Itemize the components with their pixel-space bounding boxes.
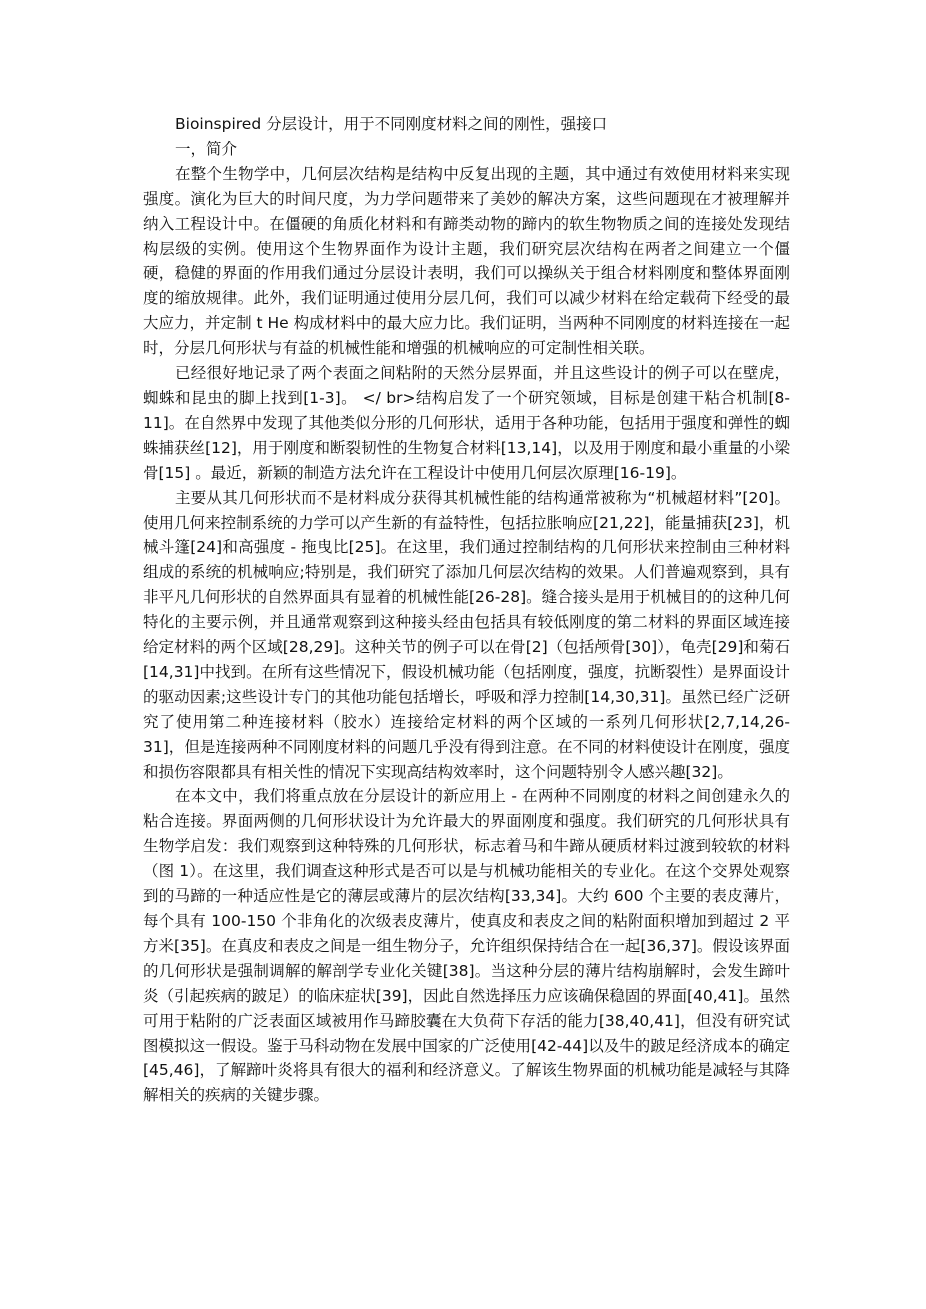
paragraph-4: 在本文中，我们将重点放在分层设计的新应用上 - 在两种不同刚度的材料之间创建永久的粘合连接。界面两侧的几何形状设计为允许最大的界面刚度和强度。我们研究的几何形状具有生物学启发：我们观察到这种特殊的几何形状，标志着马和牛蹄从硬质材料过渡到较软的材料（图 1）。在这里，我们调查这种形式是否可以是与机械功能相关的专业化。在这个交界处观察到的马蹄的一种适应性是它的薄层或薄片的层次结构[33,34]。大约 600 个主要的表皮薄片，每个具有 100-150 个非角化的次级表皮薄片，使真皮和表皮之间的粘附面积增加到超过 2 平方米[35]。在真皮和表皮之间是一组生物分子，允许组织保持结合在一起[36,37]。假设该界面的几何形状是强制调解的解剖学专业化关键[38]。当这种分层的薄片结构崩解时，会发生蹄叶炎（引起疾病的跛足）的临床症状[39]，因此自然选择压力应该确保稳固的界面[40,41]。虽然可用于粘附的广泛表面区域被用作马蹄胶囊在大负荷下存活的能力[38,40,41]，但没有研究试图模拟这一假设。鉴于马科动物在发展中国家的广泛使用[42-44]以及牛的跛足经济成本的确定[45,46]，了解蹄叶炎将具有很大的福利和经济意义。了解该生物界面的机械功能是减轻与其降解相关的疾病的关键步骤。	[143, 787, 790, 1105]
section-heading: 一，简介	[175, 139, 238, 158]
paragraph-3: 主要从其几何形状而不是材料成分获得其机械性能的结构通常被称为“机械超材料”[20]。使用几何来控制系统的力学可以产生新的有益特性，包括拉胀响应[21,22]，能量捕获[23]，机械斗篷[24]和高强度 - 拖曳比[25]。在这里，我们通过控制结构的几何形状来控制由三种材料组成的系统的机械响应;特别是，我们研究了添加几何层次结构的效果。人们普遍观察到，具有非平凡几何形状的自然界面具有显着的机械性能[26-28]。缝合接头是用于机械目的的这种几何特化的主要示例，并且通常观察到这种接头经由包括具有较低刚度的第二材料的界面区域连接给定材料的两个区域[28,29]。这种关节的例子可以在骨[2]（包括颅骨[30]），龟壳[29]和菊石[14,31]中找到。在所有这些情况下，假设机械功能（包括刚度，强度，抗断裂性）是界面设计的驱动因素;这些设计专门的其他功能包括增长，呼吸和浮力控制[14,30,31]。虽然已经广泛研究了使用第二种连接材料（胶水）连接给定材料的两个区域的一系列几何形状[2,7,14,26-31]，但是连接两种不同刚度材料的问题几乎没有得到注意。在不同的材料使设计在刚度，强度和损伤容限都具有相关性的情况下实现高结构效率时，这个问题特别令人感兴趣[32]。	[143, 488, 790, 781]
document-page	[143, 112, 790, 1108]
paragraph-2: 已经很好地记录了两个表面之间粘附的天然分层界面，并且这些设计的例子可以在壁虎，蜘蛛和昆虫的脚上找到[1-3]。 </ br>结构启发了一个研究领域，目标是创建干粘合机制[8-11]。在自然界中发现了其他类似分形的几何形状，适用于各种功能，包括用于强度和弹性的蜘蛛捕获丝[12]，用于刚度和断裂韧性的生物复合材料[13,14]，以及用于刚度和最小重量的小梁骨[15] 。最近，新颖的制造方法允许在工程设计中使用几何层次原理[16-19]。	[143, 364, 790, 482]
paragraph-1: 在整个生物学中，几何层次结构是结构中反复出现的主题，其中通过有效使用材料来实现强度。演化为巨大的时间尺度，为力学问题带来了美妙的解决方案，这些问题现在才被理解并纳入工程设计中。在僵硬的角质化材料和有蹄类动物的蹄内的软生物物质之间的连接处发现结构层级的实例。使用这个生物界面作为设计主题，我们研究层次结构在两者之间建立一个僵硬，稳健的界面的作用我们通过分层设计表明，我们可以操纵关于组合材料刚度和整体界面刚度的缩放规律。此外，我们证明通过使用分层几何，我们可以减少材料在给定载荷下经受的最大应力，并定制 t He 构成材料中的最大应力比。我们证明，当两种不同刚度的材料连接在一起时，分层几何形状与有益的机械性能和增强的机械响应的可定制性相关联。	[143, 164, 790, 358]
document-title: Bioinspired 分层设计，用于不同刚度材料之间的刚性，强接口	[175, 115, 608, 133]
